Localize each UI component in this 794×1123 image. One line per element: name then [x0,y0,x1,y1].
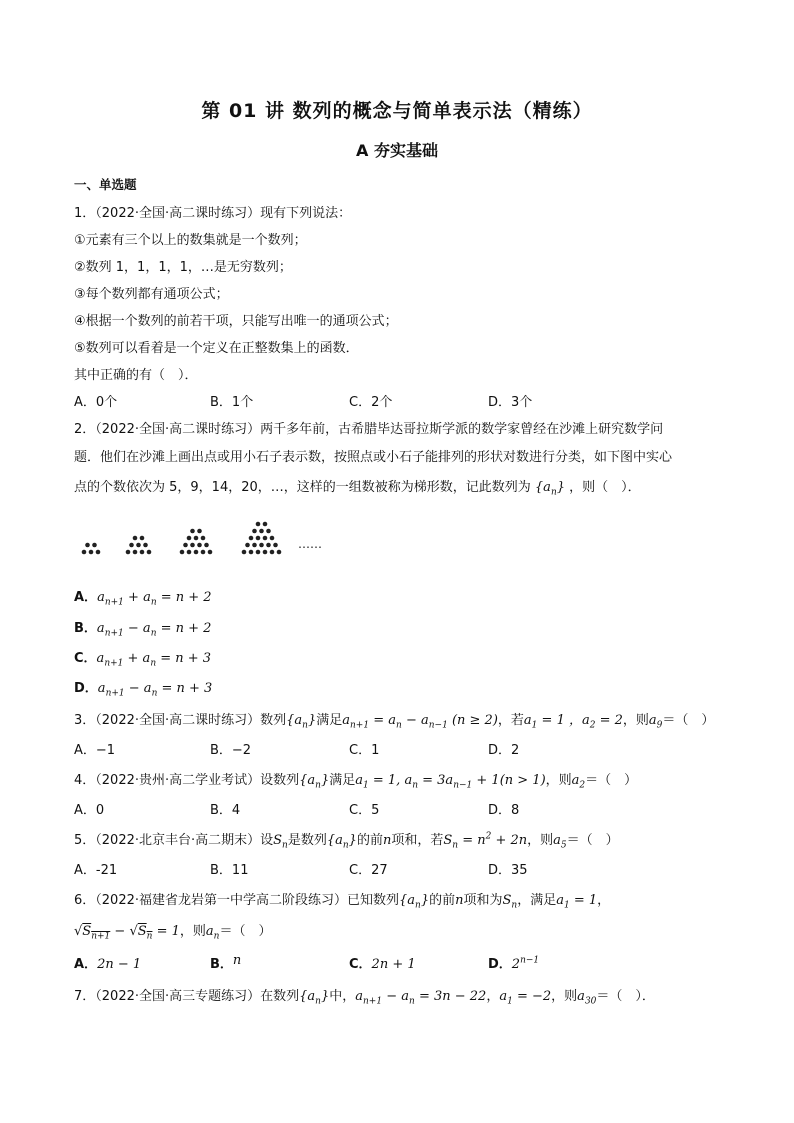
figure-dot [183,543,188,548]
figure-dot [266,529,271,534]
figure-dot [242,550,247,555]
n-symbol: n [382,833,392,848]
q1-option-a[interactable]: A．0个 [74,395,118,410]
figure-dot [147,550,152,555]
figure-dot [270,550,275,555]
q5-stem-part: 5．（2022·北京丰台·高二期末）设 [74,833,274,848]
q3-option-d[interactable]: D．2 [488,743,520,758]
trapezoid-dots-figure [76,516,336,562]
q6-option-c[interactable]: C．2n + 1 [349,957,416,972]
section-subtitle: A 夯实基础 [356,141,438,160]
seq-an-symbol: $\{a_n\}$ [534,480,566,498]
figure-dot [270,536,275,541]
q7-stem-part: 7．（2022·全国·高三专题练习）在数列 [74,989,300,1004]
q6-target: $a_n$ [205,924,220,942]
q6-option-b[interactable]: B．n [210,953,242,972]
q6-stem-part: ， [597,893,611,908]
seq-an-symbol: $\{a_n\}$ [286,713,317,731]
q4-stem-part: 满足 [329,773,356,788]
q4-stem-part: 4．（2022·贵州·高二学业考试）设数列 [74,773,300,788]
q2-line-3 [74,476,641,498]
figure-dot [263,536,268,541]
q1-item-4: ④根据一个数列的前若干项，只能写出唯一的通项公式； [74,314,398,329]
figure-ellipsis: …… [298,537,322,551]
figure-dot [82,550,87,555]
q4-stem [74,769,637,791]
figure-dot [249,536,254,541]
q1-ask: 其中正确的有（ ）． [74,368,198,383]
figure-dot [92,543,97,548]
q2-option-a[interactable]: A．$a_{n+1} + a_n = n + 2$ [74,590,212,608]
q5-stem-part: ，则 [527,833,554,848]
q5-option-a[interactable]: A．-21 [74,863,118,878]
q1-item-3: ③每个数列都有通项公式； [74,287,229,302]
q4-option-b[interactable]: B．4 [210,803,241,818]
q5-option-c[interactable]: C．27 [349,863,388,878]
q7-recurrence: $a_{n+1} - a_n = 3n - 22$ [355,989,487,1007]
q3-stem-part: ＝（ ） [662,713,715,728]
figure-dot [201,550,206,555]
figure-dot [204,543,209,548]
q3-target: $a_9$ [648,713,663,731]
q2-line-3-end: ，则（ ）． [569,480,641,495]
figure-dot [263,522,268,527]
q6-stem-part: ，则 [179,924,206,939]
q5-stem-part: ＝（ ） [566,833,619,848]
sn-symbol: $S_n$ [273,833,288,851]
figure-dot [197,529,202,534]
q2-option-c[interactable]: C．$a_{n+1} + a_n = n + 3$ [74,651,212,669]
q4-target: $a_2$ [571,773,586,791]
figure-dot [259,529,264,534]
q3-stem-part: ，则 [622,713,649,728]
q2-line-1: 2．（2022·全国·高二课时练习）两千多年前，古希腊毕达哥拉斯学派的数学家曾经在沙滩上研究数学问 [74,422,664,437]
q5-stem [74,829,619,851]
figure-dot [266,543,271,548]
q3-option-c[interactable]: C．1 [349,743,380,758]
figure-dot [180,550,185,555]
q5-stem-part: 的前 [356,833,383,848]
figure-dot [252,543,257,548]
figure-dot [136,543,141,548]
q2-line-3-text: 点的个数依次为 5，9，14，20，…，这样的一组数被称为梯形数，记此数列为 [74,480,531,495]
q5-stem-part: 项和，若 [391,833,444,848]
seq-an-symbol: $\{a_n\}$ [299,773,330,791]
q7-initial: $a_1 = -2$ [499,989,552,1007]
q6-option-d[interactable]: D．$2^{n-1}$ [488,955,540,972]
q7-stem-part: ， [486,989,500,1004]
q3-stem-part: 满足 [316,713,343,728]
q3-option-a[interactable]: A．−1 [74,743,116,758]
figure-dot [96,550,101,555]
sn-symbol: $S_n$ [502,893,518,911]
figure-dot [252,529,257,534]
q4-option-d[interactable]: D．8 [488,803,520,818]
q6-option-a[interactable]: A．2n − 1 [74,957,142,972]
figure-dot [194,536,199,541]
figure-dot [256,550,261,555]
figure-dot [197,543,202,548]
q5-option-d[interactable]: D．35 [488,863,528,878]
q5-option-b[interactable]: B．11 [210,863,249,878]
figure-dot [201,536,206,541]
n-symbol: n [455,893,464,908]
figure-dot [140,536,145,541]
q4-stem-part: ＝（ ） [585,773,638,788]
q6-stem-part: ，满足 [517,893,557,908]
figure-dot [129,543,134,548]
seq-an-symbol: $\{a_n\}$ [399,893,430,911]
figure-dot [249,550,254,555]
figure-dot [133,536,138,541]
figure-dot [190,529,195,534]
q4-option-a[interactable]: A．0 [74,803,105,818]
q2-line-2: 题．他们在沙滩上画出点或用小石子表示数，按照点或小石子能排列的形状对数进行分类，如下图中实心 [74,450,673,465]
figure-dot [256,536,261,541]
q6-stem-part: 项和为 [463,893,503,908]
q6-stem-part: 的前 [429,893,456,908]
figure-dot [263,550,268,555]
page-title: 第 01 讲 数列的概念与简单表示法（精练） [201,100,593,122]
figure-dot [245,543,250,548]
figure-dot [194,550,199,555]
figure-dot [85,543,90,548]
q1-item-5: ⑤数列可以看着是一个定义在正整数集上的函数． [74,341,359,356]
q6-stem-part: 6．（2022·福建省龙岩第一中学高二阶段练习）已知数列 [74,893,399,908]
q7-stem-part: ，则 [551,989,578,1004]
q5-sum-formula: $S_n = n^2 + 2n$ [443,831,528,851]
figure-dot [256,522,261,527]
q6-sqrt-relation: $√S_{n+1} - √S_n = 1$ [74,924,180,942]
figure-dot [273,543,278,548]
q4-option-c[interactable]: C．5 [349,803,380,818]
figure-dot [190,543,195,548]
section-heading: 一、单选题 [74,177,137,192]
q1-item-2: ②数列 1，1，1，1，…是无穷数列； [74,260,292,275]
figure-dot [208,550,213,555]
q6-stem-line-2 [74,920,271,942]
q3-option-b[interactable]: B．−2 [210,743,252,758]
q7-target: $a_{30}$ [577,989,597,1007]
q7-stem-part: ＝（ ）． [596,989,655,1004]
q5-target: $a_5$ [553,833,567,851]
figure-dot [187,536,192,541]
figure-dot [126,550,131,555]
figure-dot [143,543,148,548]
q3-stem-part: 3．（2022·全国·高二课时练习）数列 [74,713,287,728]
q7-stem-part: 中， [329,989,356,1004]
q7-stem [74,985,655,1007]
q2-option-d[interactable]: D．$a_{n+1} - a_n = n + 3$ [74,681,213,699]
figure-dot [140,550,145,555]
q1-option-d[interactable]: D．3个 [488,395,533,410]
figure-dot [89,550,94,555]
figure-dot [187,550,192,555]
q6-stem-part: ＝（ ） [219,924,272,939]
q6-stem-line-1 [74,889,610,911]
figure-dot [277,550,282,555]
figure-dot [259,543,264,548]
q1-item-1: ①元素有三个以上的数集就是一个数列； [74,233,307,248]
figure-dot [133,550,138,555]
q4-stem-part: ，则 [545,773,572,788]
q5-stem-part: 是数列 [287,833,327,848]
q6-initial: $a_1 = 1$ [556,893,598,911]
seq-an-symbol: $\{a_n\}$ [326,833,357,851]
q3-stem-part: ，若 [497,713,524,728]
q3-recurrence: $a_{n+1} = a_n - a_{n-1}$ (n ≥ 2) [342,713,498,731]
q1-option-b[interactable]: B．1个 [210,395,254,410]
seq-an-symbol: $\{a_n\}$ [299,989,330,1007]
q4-recurrence: $a_1 = 1$, $a_n = 3a_{n-1} + 1(n > 1)$ [355,773,546,791]
q3-stem [74,709,714,731]
q3-initial: $a_1 = 1$ ，$a_2 = 2$ [523,713,623,731]
q1-stem: 1．（2022·全国·高二课时练习）现有下列说法： [74,206,352,221]
q1-option-c[interactable]: C．2个 [349,395,393,410]
q2-option-b[interactable]: B．$a_{n+1} - a_n = n + 2$ [74,621,212,639]
